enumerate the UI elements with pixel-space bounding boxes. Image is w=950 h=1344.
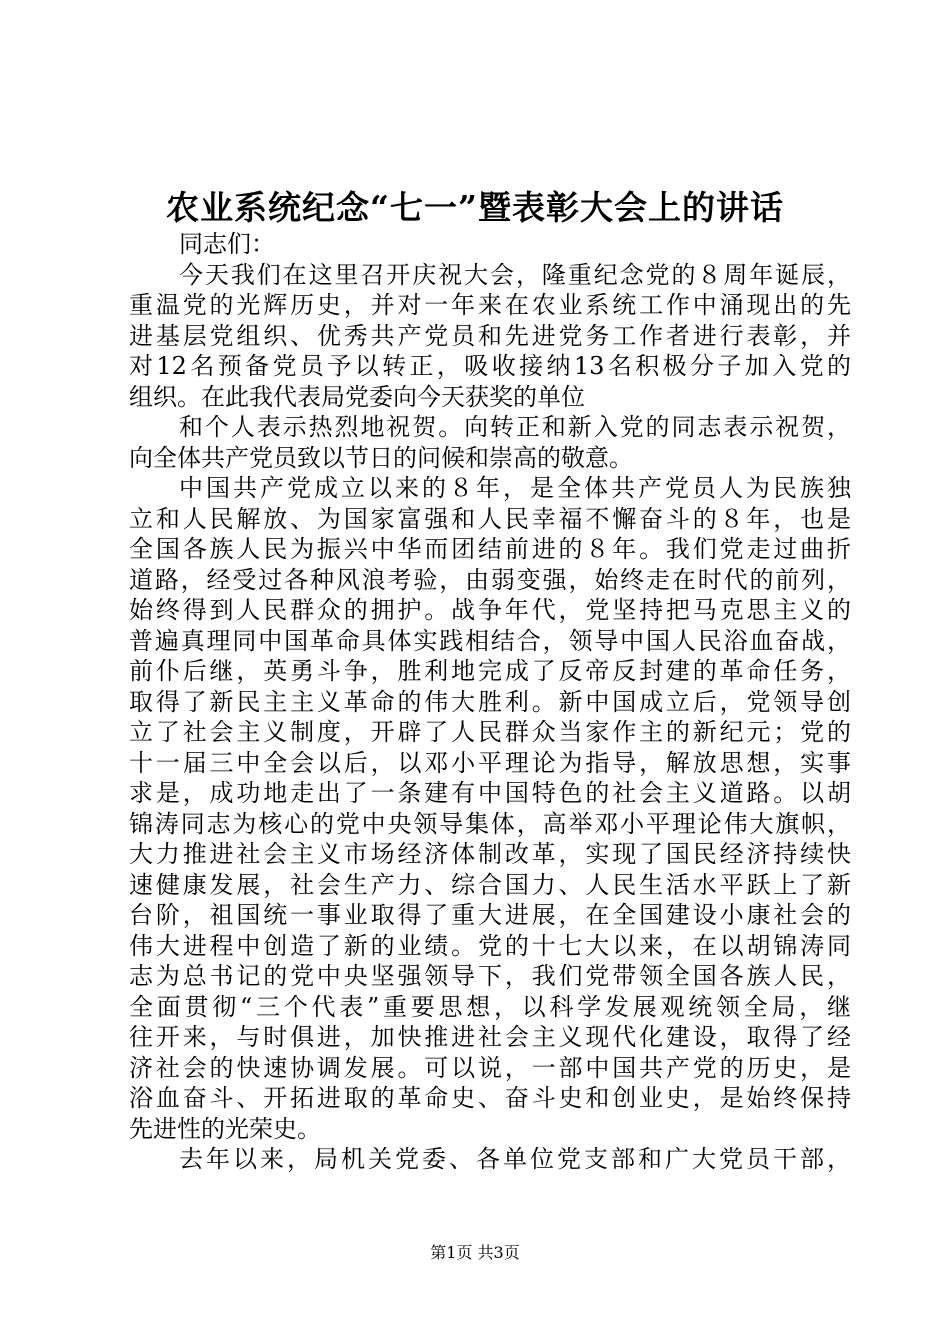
text-line: 大力推进社会主义市场经济体制改革，实现了国民经济持续快 xyxy=(129,840,851,868)
text-line: 伟大进程中创造了新的业绩。党的十七大以来，在以胡锦涛同 xyxy=(129,931,851,960)
text-line: 立和人民解放、为国家富强和人民幸福不懈奋斗的８年，也是 xyxy=(129,504,851,533)
text-line: 道路，经受过各种风浪考验，由弱变强，始终走在时代的前列， xyxy=(129,565,851,594)
text-line: 重温党的光辉历史，并对一年来在农业系统工作中涌现出的先 xyxy=(129,291,851,319)
document-title: 农业系统纪念“七一”暨表彰大会上的讲话 xyxy=(166,188,784,227)
text-line: 全国各族人民为振兴中华而团结前进的８年。我们党走过曲折 xyxy=(129,535,851,563)
text-line: 十一届三中全会以后，以邓小平理论为指导，解放思想，实事 xyxy=(129,748,851,777)
text-line: 向全体共产党员致以节日的问候和崇高的敬意。 xyxy=(129,443,633,472)
text-line: 前仆后继，英勇斗争，胜利地完成了反帝反封建的革命任务， xyxy=(129,657,851,685)
text-line: 志为总书记的党中央坚强领导下，我们党带领全国各族人民， xyxy=(129,962,851,990)
text-line: 速健康发展，社会生产力、综合国力、人民生活水平跃上了新 xyxy=(129,870,851,899)
text-line: 组织。在此我代表局党委向今天获奖的单位 xyxy=(129,382,585,411)
text-line: 先进性的光荣史。 xyxy=(129,1114,321,1143)
text-line: 对12名预备党员予以转正，吸收接纳13名积极分子加入党的 xyxy=(129,352,851,380)
text-line: 进基层党组织、优秀共产党员和先进党务工作者进行表彰，并 xyxy=(129,321,851,350)
document-body xyxy=(129,229,851,1175)
text-line: 台阶，祖国统一事业取得了重大进展，在全国建设小康社会的 xyxy=(129,901,851,929)
text-line: 立了社会主义制度，开辟了人民群众当家作主的新纪元；党的 xyxy=(129,718,851,746)
text-line: 今天我们在这里召开庆祝大会，隆重纪念党的８周年诞辰， xyxy=(179,260,851,289)
text-line: 普遍真理同中国革命具体实践相结合，领导中国人民浴血奋战， xyxy=(129,626,851,655)
text-line: 往开来，与时俱进，加快推进社会主义现代化建设，取得了经 xyxy=(129,1023,851,1051)
text-line: 浴血奋斗、开拓进取的革命史、奋斗史和创业史，是始终保持 xyxy=(129,1084,851,1112)
text-line: 济社会的快速协调发展。可以说，一部中国共产党的历史，是 xyxy=(129,1053,851,1082)
text-line: 全面贯彻“三个代表”重要思想，以科学发展观统领全局，继 xyxy=(129,992,851,1021)
text-line: 同志们： xyxy=(179,230,275,258)
page-footer: 第1页 共3页 xyxy=(430,1243,520,1262)
text-line: 锦涛同志为核心的党中央领导集体，高举邓小平理论伟大旗帜， xyxy=(129,809,851,838)
text-line: 求是，成功地走出了一条建有中国特色的社会主义道路。以胡 xyxy=(129,779,851,807)
text-line: 中国共产党成立以来的８年，是全体共产党员人为民族独 xyxy=(179,474,851,502)
text-line: 去年以来，局机关党委、各单位党支部和广大党员干部， xyxy=(179,1145,851,1173)
text-line: 始终得到人民群众的拥护。战争年代，党坚持把马克思主义的 xyxy=(129,596,851,624)
text-line: 取得了新民主主义革命的伟大胜利。新中国成立后，党领导创 xyxy=(129,687,851,716)
text-line: 和个人表示热烈地祝贺。向转正和新入党的同志表示祝贺， xyxy=(179,413,851,441)
